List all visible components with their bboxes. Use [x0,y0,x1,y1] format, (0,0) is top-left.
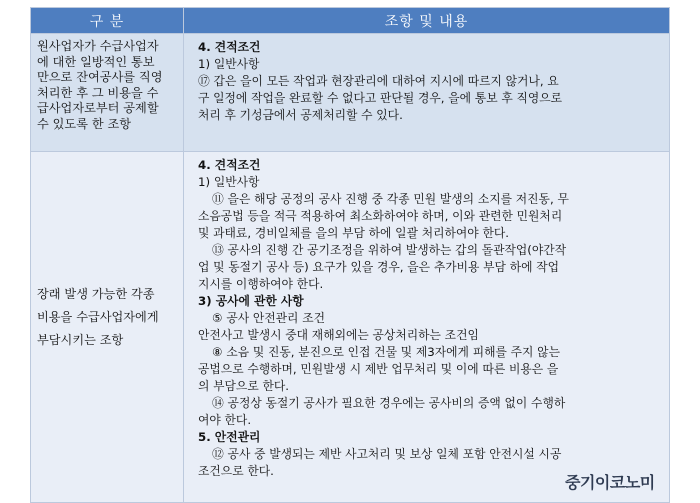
row2-section-heading: 5. 안전관리 [198,430,261,444]
row1-left-line: 수 있도록 한 조항 [37,116,132,131]
header-category: 구 분 [31,8,184,34]
row2-left-line: 부담시키는 조항 [37,332,124,347]
clause-table [30,7,670,503]
row2-content [184,152,670,503]
table-header-row [31,8,670,34]
row2-clause-line: 여야 한다. [198,413,252,427]
row2-clause-line: ⑭ 공정상 동절기 공사가 필요한 경우에는 공사비의 증액 없이 수행하 [212,396,566,410]
row2-clause-line: 조건으로 한다. [198,464,274,478]
row2-clause-line: 소음공법 등을 적극 적용하여 최소화하여야 하며, 이와 관련한 민원처리 [198,209,563,223]
row1-left-line: 원사업자가 수급사업자 [37,39,159,53]
row2-clause-line: ⑧ 소음 및 진동, 분진으로 인접 건물 및 제3자에게 피해를 주지 않는 [212,345,560,359]
row1-clause-line: 구 일정에 작업을 완료할 수 없다고 판단될 경우, 을에 통보 후 직영으로 [198,91,563,105]
row2-subheading: 3) 공사에 관한 사항 [198,294,304,308]
row1-left-line: 에 대한 일방적인 통보 [37,54,155,69]
row1-category [31,34,184,152]
row1-left-line: 처리한 후 그 비용을 수 [37,85,159,100]
row1-left-line: 만으로 잔여공사를 직영 [37,70,163,84]
row1-clause-line: 처리 후 기성금에서 공제처리할 수 있다. [198,108,403,122]
row1-clause-line: ⑰ 갑은 을이 모든 작업과 현장관리에 대하여 지시에 따르지 않거나, 요 [198,74,559,88]
row2-clause-line: ⑤ 공사 안전관리 조건 [212,311,325,325]
row2-category [31,152,184,503]
row2-clause-line: 의 부담으로 한다. [198,379,290,393]
row2-clause-line: 및 과태료, 경비일체를 을의 부담 하에 일괄 처리하여야 한다. [198,226,509,240]
row2-clause-line: 지시를 이행하여야 한다. [198,277,324,291]
row2-left-line: 비용을 수급사업자에게 [37,309,159,324]
row2-clause-line: 안전사고 발생시 중대 재해외에는 공상처리하는 조건임 [198,328,479,342]
row2-clause-line: ⑪ 을은 해당 공정의 공사 진행 중 각종 민원 발생의 소지를 저진동, 무 [212,192,569,206]
publisher-logo: 중기이코노미 [565,473,655,492]
row1-section-heading: 4. 견적조건 [198,40,261,54]
table-row [31,152,670,503]
row2-left-line: 장래 발생 가능한 각종 [37,286,155,301]
row1-subheading: 1) 일반사항 [198,57,260,71]
row2-section-heading: 4. 견적조건 [198,158,261,172]
row2-subheading: 1) 일반사항 [198,175,260,189]
row2-clause-line: 업 및 동절기 공사 등) 요구가 있을 경우, 을은 추가비용 부담 하에 작업 [198,260,560,274]
row2-clause-line: ⑫ 공사 중 발생되는 제반 사고처리 및 보상 일체 포함 안전시설 시공 [212,447,562,461]
row2-clause-line: 공법으로 수행하며, 민원발생 시 제반 업무처리 및 이에 따른 비용은 을 [198,362,559,376]
header-clause-content: 조항 및 내용 [184,8,670,34]
row1-left-line: 급사업자로부터 공제할 [37,101,159,115]
row2-clause-line: ⑬ 공사의 진행 간 공기조정을 위하여 발생하는 갑의 돌관작업(야간작 [212,243,567,257]
row1-content [184,34,670,152]
table-row [31,34,670,152]
